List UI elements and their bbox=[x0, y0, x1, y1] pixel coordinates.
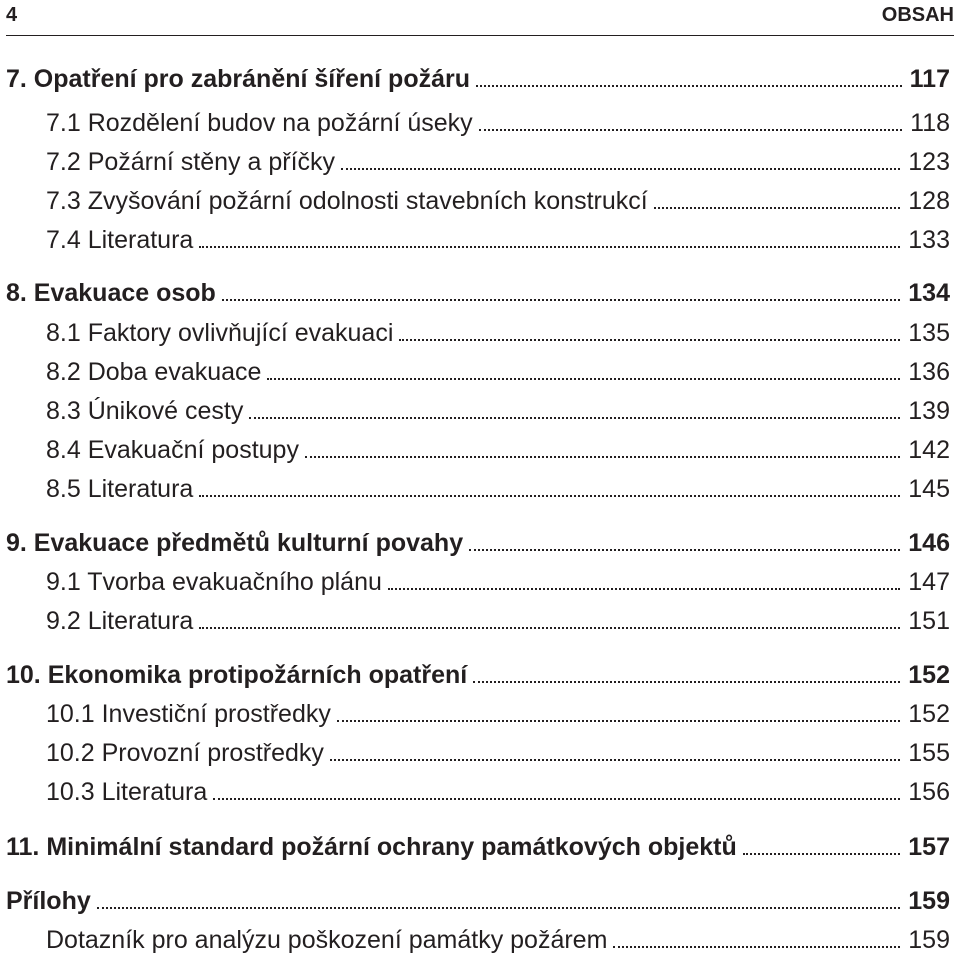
toc-entry-section[interactable] bbox=[6, 104, 950, 138]
dot-leader bbox=[199, 246, 900, 248]
dot-leader bbox=[479, 129, 902, 131]
toc-entry-page: 159 bbox=[908, 926, 950, 954]
toc-entry-section[interactable] bbox=[6, 734, 950, 768]
toc-entry-title: 7.1 Rozdělení budov na požární úseky bbox=[46, 109, 473, 137]
dot-leader bbox=[97, 907, 901, 909]
toc-entry-title: Přílohy bbox=[6, 887, 91, 915]
dot-leader bbox=[249, 417, 900, 419]
toc-entry-page: 155 bbox=[908, 739, 950, 767]
toc-entry-title: 7. Opatření pro zabránění šíření požáru bbox=[6, 65, 470, 93]
toc-entry-section[interactable] bbox=[6, 182, 950, 216]
dot-leader bbox=[743, 853, 901, 855]
dot-leader bbox=[388, 588, 900, 590]
toc-entry-page: 136 bbox=[908, 358, 950, 386]
toc-entry-title: 10. Ekonomika protipožárních opatření bbox=[6, 661, 468, 689]
toc-entry-title: 8.3 Únikové cesty bbox=[46, 397, 244, 425]
toc-entry-page: 156 bbox=[908, 778, 950, 806]
toc-entry-title: 9.1 Tvorba evakuačního plánu bbox=[46, 568, 382, 596]
toc-entry-section[interactable] bbox=[6, 314, 950, 348]
toc-entry-title: Dotazník pro analýzu poškození památky požárem bbox=[46, 926, 608, 954]
dot-leader bbox=[267, 378, 900, 380]
toc-entry-section[interactable] bbox=[6, 602, 950, 636]
page-number: 4 bbox=[6, 4, 18, 26]
toc-entry-section[interactable] bbox=[6, 695, 950, 729]
dot-leader bbox=[222, 299, 900, 301]
toc-entry-page: 152 bbox=[908, 700, 950, 728]
toc-entry-page: 159 bbox=[908, 887, 950, 915]
toc-entry-chapter[interactable] bbox=[6, 828, 950, 862]
toc-entry-title: 8.4 Evakuační postupy bbox=[46, 436, 299, 464]
toc-entry-page: 152 bbox=[908, 661, 950, 689]
dot-leader bbox=[399, 339, 900, 341]
toc-entry-page: 135 bbox=[908, 319, 950, 347]
toc-entry-section[interactable] bbox=[6, 221, 950, 255]
dot-leader bbox=[337, 720, 900, 722]
toc-entry-page: 118 bbox=[910, 109, 950, 137]
dot-leader bbox=[613, 946, 900, 948]
page-header bbox=[6, 0, 954, 36]
toc-entry-page: 117 bbox=[909, 65, 950, 93]
dot-leader bbox=[330, 759, 900, 761]
toc-entry-title: 8. Evakuace osob bbox=[6, 279, 216, 307]
dot-leader bbox=[654, 207, 901, 209]
toc-entry-section[interactable] bbox=[6, 773, 950, 807]
toc-entry-page: 142 bbox=[908, 436, 950, 464]
dot-leader bbox=[213, 798, 900, 800]
toc-entry-title: 10.1 Investiční prostředky bbox=[46, 700, 331, 728]
dot-leader bbox=[476, 85, 902, 87]
toc-entry-section[interactable] bbox=[6, 392, 950, 426]
toc-entry-title: 9. Evakuace předmětů kulturní povahy bbox=[6, 529, 464, 557]
toc-entry-title: 11. Minimální standard požární ochrany památkových objektů bbox=[6, 833, 737, 861]
toc-entry-title: 8.5 Literatura bbox=[46, 475, 194, 503]
toc-entry-section[interactable] bbox=[6, 563, 950, 597]
toc-entry-page: 134 bbox=[908, 279, 950, 307]
toc-entry-page: 151 bbox=[908, 607, 950, 635]
toc-entry-page: 146 bbox=[908, 529, 950, 557]
toc-entry-page: 139 bbox=[908, 397, 950, 425]
toc-entry-title: 7.2 Požární stěny a příčky bbox=[46, 148, 336, 176]
dot-leader bbox=[199, 495, 900, 497]
toc-entry-title: 10.2 Provozní prostředky bbox=[46, 739, 324, 767]
toc-entry-chapter[interactable] bbox=[6, 274, 950, 308]
toc-entry-page: 133 bbox=[908, 226, 950, 254]
toc-entry-page: 157 bbox=[908, 833, 950, 861]
toc-entry-title: 8.1 Faktory ovlivňující evakuaci bbox=[46, 319, 394, 347]
toc-entry-section[interactable] bbox=[6, 431, 950, 465]
toc-entry-section[interactable] bbox=[6, 143, 950, 177]
section-title: OBSAH bbox=[881, 4, 954, 26]
toc-entry-title: 8.2 Doba evakuace bbox=[46, 358, 262, 386]
toc-entry-title: 7.3 Zvyšování požární odolnosti stavebních konstrukcí bbox=[46, 187, 648, 215]
dot-leader bbox=[199, 627, 900, 629]
toc-entry-title: 10.3 Literatura bbox=[46, 778, 208, 806]
dot-leader bbox=[341, 168, 900, 170]
toc-entry-chapter[interactable] bbox=[6, 60, 950, 94]
toc-entry-page: 128 bbox=[908, 187, 950, 215]
toc-entry-title: 9.2 Literatura bbox=[46, 607, 194, 635]
dot-leader bbox=[469, 549, 900, 551]
dot-leader bbox=[473, 681, 900, 683]
toc-entry-title: 7.4 Literatura bbox=[46, 226, 194, 254]
toc-entry-chapter[interactable] bbox=[6, 882, 950, 916]
toc-entry-page: 123 bbox=[908, 148, 950, 176]
toc-entry-section[interactable] bbox=[6, 353, 950, 387]
toc-entry-section[interactable] bbox=[6, 921, 950, 955]
toc-entry-chapter[interactable] bbox=[6, 524, 950, 558]
dot-leader bbox=[305, 456, 900, 458]
toc-entry-page: 145 bbox=[908, 475, 950, 503]
toc-entry-page: 147 bbox=[908, 568, 950, 596]
toc-entry-chapter[interactable] bbox=[6, 656, 950, 690]
toc-entry-section[interactable] bbox=[6, 470, 950, 504]
